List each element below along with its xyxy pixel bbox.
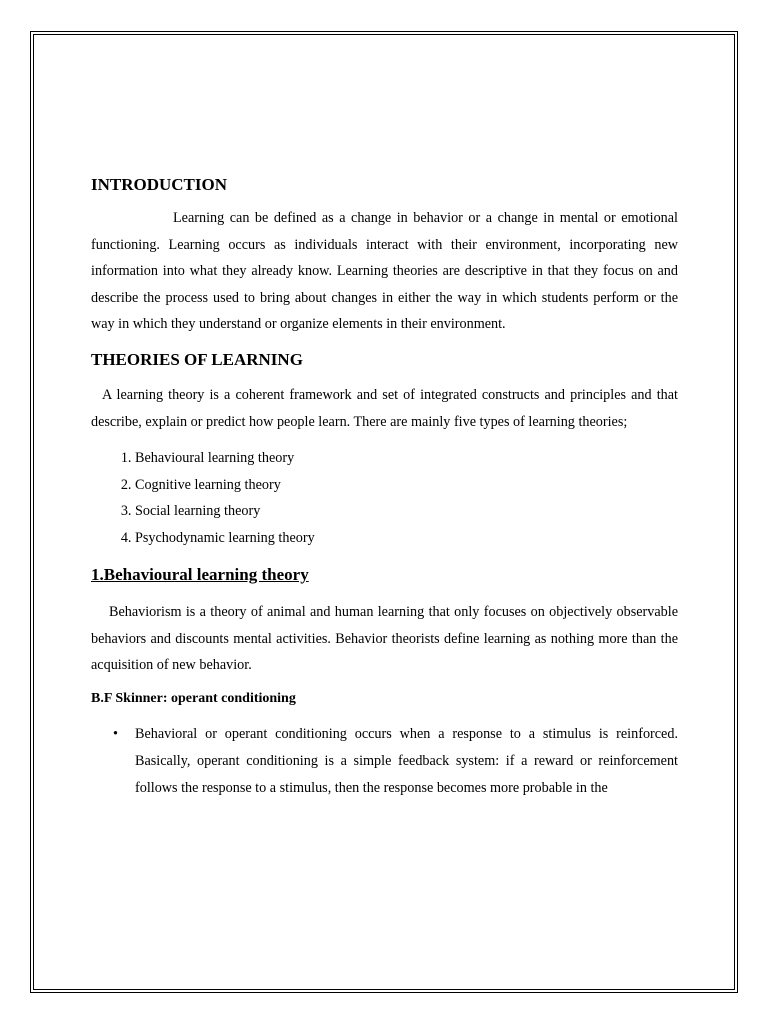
introduction-paragraph: Learning can be defined as a change in behavior or a change in mental or emotional functioning. Learning occurs as individuals interact with their environment, incorporating new information into what they already know. Learning theories are descriptive in that they focus on and describe the process used to bring about changes in either the way in which students perform or the way in which they understand or organize elements in their environment. <box>91 210 678 333</box>
theories-paragraph: A learning theory is a coherent framework and set of integrated constructs and principles and that describe, explain or predict how people learn. There are mainly five types of learning theories; <box>91 386 678 430</box>
list-item: 3. Social learning theory <box>135 498 678 525</box>
bullet-item <box>113 721 678 801</box>
list-item: 1. Behavioural learning theory <box>135 445 678 472</box>
skinner-bullet-list <box>91 721 678 801</box>
bullet-text: Behavioral or operant conditioning occurs when a response to a stimulus is reinforced. Basically, operant conditioning is a simple feedback system: if a reward or reinforcement follows the response to a stimulus, then the response becomes more probable in the <box>135 725 678 796</box>
introduction-heading: INTRODUCTION <box>91 175 228 194</box>
behavioural-heading: 1.Behavioural learning theory <box>91 565 309 585</box>
skinner-subheading: B.F Skinner: operant conditioning <box>91 690 296 706</box>
list-item: 4. Psychodynamic learning theory <box>135 525 678 552</box>
list-item: 2. Cognitive learning theory <box>135 472 678 499</box>
behavioural-paragraph: Behaviorism is a theory of animal and human learning that only focuses on objectively observable behaviors and discounts mental activities. Behavior theorists define learning as nothing more than the acquisition of new behavior. <box>91 604 678 674</box>
bullet-icon: • <box>113 725 118 742</box>
theories-heading: THEORIES OF LEARNING <box>91 349 303 369</box>
document-body <box>91 170 678 801</box>
theory-types-list <box>91 445 678 551</box>
